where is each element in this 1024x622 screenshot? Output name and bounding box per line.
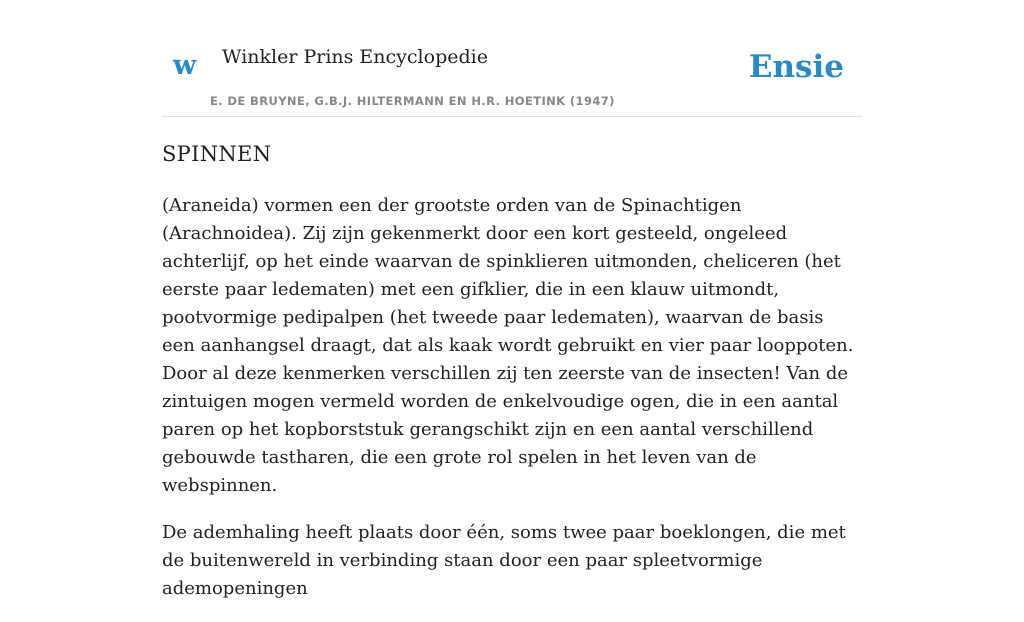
entry-title: SPINNEN bbox=[162, 142, 272, 166]
entry-content bbox=[162, 192, 862, 622]
entry-paragraph: De ademhaling heeft plaats door één, soms twee paar boeklongen, die met de buitenwereld in verbinding staan door een paar spleetvormige ademopeningen bbox=[162, 522, 846, 599]
winkler-prins-logo[interactable]: w bbox=[173, 50, 197, 81]
book-title[interactable]: Winkler Prins Encyclopedie bbox=[222, 46, 488, 68]
book-authors: E. DE BRUYNE, G.B.J. HILTERMANN EN H.R. HOETINK (1947) bbox=[210, 94, 615, 108]
site-header bbox=[162, 0, 862, 117]
entry-paragraph: (Araneida) vormen een der grootste orden van de Spinachtigen (Arachnoidea). Zij zijn gekenmerkt door een kort gesteeld, ongeleed achterlijf, op het einde waarvan de spinklieren uitmonden, cheliceren (het eerste paar ledematen) met een gifklier, die in een klauw uitmondt, pootvormige pedipalpen (het tweede paar ledematen), waarvan de basis een aanhangsel draagt, dat als kaak wordt gebruikt en vier paar looppoten. Door al deze kenmerken verschillen zij ten zeerste van de insecten! Van de zintuigen mogen vermeld worden de enkelvoudige ogen, die in een aantal paren op het kopborststuk gerangschikt zijn en een aantal verschillend gebouwde tastharen, die een grote rol spelen in het leven van de webspinnen. bbox=[162, 195, 854, 496]
ensie-logo[interactable]: Ensie bbox=[748, 49, 844, 85]
